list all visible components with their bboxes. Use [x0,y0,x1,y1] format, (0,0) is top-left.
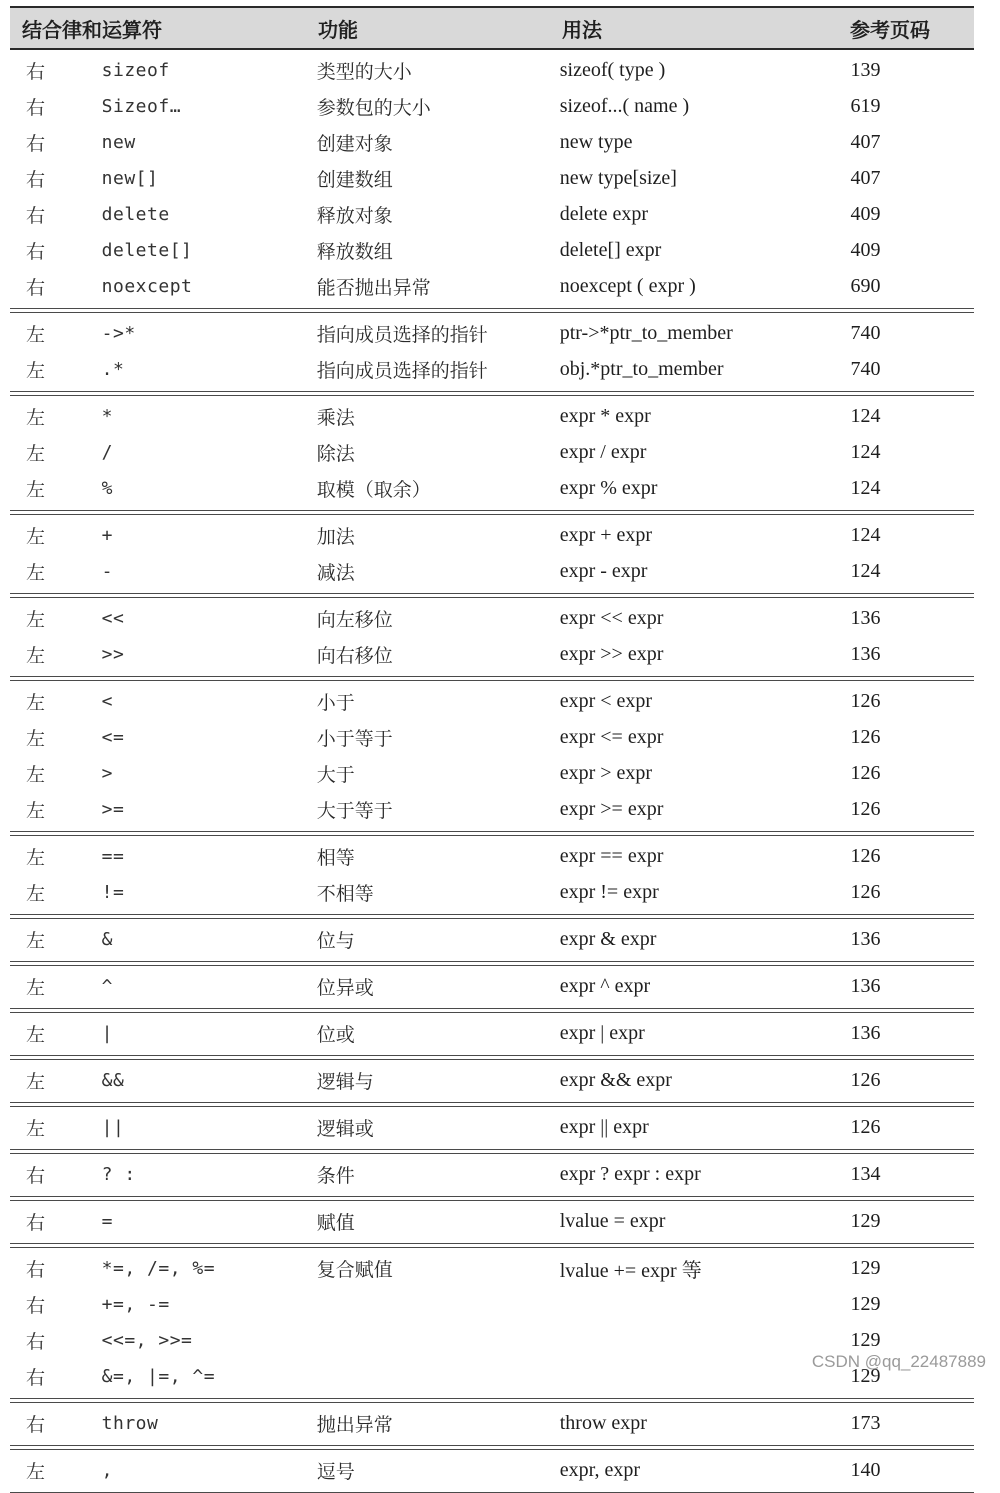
cell-operator: +=, -= [101,1293,170,1315]
table-row [10,838,974,874]
cell-operator: Sizeof… [101,95,182,117]
cell-associativity: 右 [26,276,46,299]
table-row [10,755,974,791]
cell-associativity: 右 [26,204,46,227]
cell-function: 相等 [316,846,355,869]
cell-usage: expr << expr [559,606,664,629]
cell-function: 大于 [316,763,355,786]
cell-operator: .* [101,358,125,380]
cell-usage: expr & expr [559,927,657,950]
cell-operator: >> [101,643,125,665]
table-row [10,52,974,88]
cell-associativity: 右 [26,168,46,191]
cell-page: 126 [850,725,881,748]
row-group [10,1449,974,1493]
cell-function: 逗号 [316,1460,355,1483]
cell-page: 407 [850,166,881,189]
cell-usage: throw expr [559,1411,647,1434]
row-group [10,680,974,832]
cell-associativity: 右 [26,96,46,119]
cell-page: 136 [850,974,881,997]
table-row [10,398,974,434]
table-row [10,1062,974,1098]
table-row [10,232,974,268]
cell-usage: expr <= expr [559,725,664,748]
header-function: 功能 [318,17,358,42]
cell-associativity: 左 [26,846,46,869]
cell-function: 抛出异常 [316,1413,393,1436]
cell-page: 126 [850,1068,881,1091]
header-assoc-operator: 结合律和运算符 [22,17,162,42]
cell-function: 向左移位 [316,608,393,631]
row-group [10,1402,974,1446]
table-row [10,315,974,351]
table-row [10,196,974,232]
cell-operator: sizeof [101,59,170,81]
cell-associativity: 右 [26,60,46,83]
cell-function: 释放数组 [316,240,393,263]
cell-associativity: 左 [26,1117,46,1140]
table-row [10,553,974,589]
cell-usage: expr % expr [559,476,658,499]
cell-operator: - [101,560,114,582]
cell-page: 124 [850,440,881,463]
cell-operator: && [101,1069,125,1091]
table-row [10,874,974,910]
cell-associativity: 右 [26,240,46,263]
table-row [10,1109,974,1145]
cell-usage: expr - expr [559,559,648,582]
cell-associativity: 左 [26,442,46,465]
cell-usage: expr != expr [559,880,659,903]
cell-operator: delete[] [101,239,193,261]
cell-page: 740 [850,357,881,380]
cell-page: 134 [850,1162,881,1185]
cell-operator: >= [101,798,125,820]
table-row [10,600,974,636]
cell-operator: <<=, >>= [101,1329,193,1351]
cell-function: 复合赋值 [316,1258,393,1281]
cell-usage: delete expr [559,202,649,225]
cell-function: 能否抛出异常 [316,276,431,299]
cell-associativity: 右 [26,1164,46,1187]
cell-page: 129 [850,1256,881,1279]
table-header [10,6,974,50]
cell-usage: expr >= expr [559,797,664,820]
table-row [10,1452,974,1488]
table-row [10,88,974,124]
row-group [10,312,974,392]
cell-page: 136 [850,927,881,950]
cell-function: 指向成员选择的指针 [316,359,488,382]
cell-operator: != [101,881,125,903]
cell-page: 126 [850,797,881,820]
table-row [10,124,974,160]
cell-associativity: 左 [26,1023,46,1046]
cell-operator: | [101,1022,114,1044]
cell-usage: expr || expr [559,1115,649,1138]
cell-page: 740 [850,321,881,344]
table-row [10,1156,974,1192]
cell-associativity: 右 [26,1413,46,1436]
cell-usage: sizeof...( name ) [559,94,690,117]
cell-operator: ->* [101,322,136,344]
cell-associativity: 左 [26,691,46,714]
cell-usage: lvalue += expr 等 [559,1259,702,1282]
cell-function: 位或 [316,1023,355,1046]
row-group [10,835,974,915]
cell-usage: new type [559,130,633,153]
cell-associativity: 左 [26,976,46,999]
cell-page: 126 [850,761,881,784]
cell-page: 126 [850,1115,881,1138]
table-row [10,719,974,755]
cell-operator: ^ [101,975,114,997]
cell-page: 409 [850,202,881,225]
cell-associativity: 左 [26,763,46,786]
table-row [10,268,974,304]
cell-function: 除法 [316,442,355,465]
table-row [10,1250,974,1286]
cell-function: 加法 [316,525,355,548]
cell-function: 不相等 [316,882,374,905]
cell-associativity: 右 [26,1258,46,1281]
cell-page: 690 [850,274,881,297]
cell-page: 129 [850,1364,881,1387]
cell-usage: new type[size] [559,166,677,189]
cell-associativity: 右 [26,1366,46,1389]
cell-page: 129 [850,1209,881,1232]
table-row [10,351,974,387]
cell-operator: || [101,1116,125,1138]
cell-page: 173 [850,1411,881,1434]
cell-associativity: 左 [26,799,46,822]
cell-usage: expr == expr [559,844,664,867]
cell-usage: obj.*ptr_to_member [559,357,724,380]
row-group [10,1200,974,1244]
row-group [10,918,974,962]
table-row [10,636,974,672]
cell-operator: / [101,441,114,463]
cell-function: 创建对象 [316,132,393,155]
cell-associativity: 左 [26,1070,46,1093]
cell-operator: <= [101,726,125,748]
cell-function: 条件 [316,1164,355,1187]
cell-associativity: 右 [26,1330,46,1353]
cell-associativity: 左 [26,1460,46,1483]
cell-operator: = [101,1210,114,1232]
cell-associativity: 右 [26,1294,46,1317]
watermark: CSDN @qq_22487889 [811,1352,986,1371]
row-group [10,1059,974,1103]
cell-usage: ptr->*ptr_to_member [559,321,733,344]
cell-page: 136 [850,606,881,629]
cell-operator: % [101,477,114,499]
cell-associativity: 左 [26,929,46,952]
row-group [10,597,974,677]
cell-operator: *=, /=, %= [101,1257,216,1279]
cell-usage: expr ^ expr [559,974,651,997]
cell-page: 124 [850,476,881,499]
cell-associativity: 右 [26,1211,46,1234]
cell-usage: expr ? expr : expr [559,1162,701,1185]
cell-function: 类型的大小 [316,60,412,83]
cell-function: 释放对象 [316,204,393,227]
cell-operator: == [101,845,125,867]
cell-usage: expr >> expr [559,642,664,665]
header-usage: 用法 [562,17,602,42]
cell-page: 126 [850,689,881,712]
cell-operator: , [101,1459,114,1481]
cell-page: 139 [850,58,881,81]
table-row [10,1015,974,1051]
cell-operator: < [101,690,114,712]
cell-associativity: 右 [26,132,46,155]
cell-function: 取模（取余） [316,478,431,501]
cell-operator: + [101,524,114,546]
cell-operator: * [101,405,114,427]
cell-page: 136 [850,642,881,665]
table-row [10,470,974,506]
cell-usage: expr / expr [559,440,647,463]
operator-precedence-table [10,6,974,1493]
cell-function: 赋值 [316,1211,355,1234]
cell-associativity: 左 [26,561,46,584]
cell-operator: &=, |=, ^= [101,1365,216,1387]
table-row [10,160,974,196]
cell-usage: lvalue = expr [559,1209,666,1232]
table-row [10,434,974,470]
cell-operator: & [101,928,114,950]
header-reference-page: 参考页码 [850,17,930,42]
cell-usage: expr + expr [559,523,653,546]
row-group [10,50,974,309]
cell-function: 向右移位 [316,644,393,667]
row-group [10,1012,974,1056]
table-row [10,968,974,1004]
cell-page: 407 [850,130,881,153]
cell-function: 小于等于 [316,727,393,750]
row-group [10,514,974,594]
cell-page: 619 [850,94,881,117]
cell-function: 创建数组 [316,168,393,191]
cell-associativity: 左 [26,359,46,382]
cell-page: 129 [850,1292,881,1315]
cell-operator: noexcept [101,275,193,297]
cell-usage: expr > expr [559,761,653,784]
cell-page: 140 [850,1458,881,1481]
table-row [10,1405,974,1441]
cell-function: 逻辑与 [316,1070,374,1093]
table-row [10,921,974,957]
cell-function: 指向成员选择的指针 [316,323,488,346]
cell-associativity: 左 [26,644,46,667]
cell-associativity: 左 [26,478,46,501]
cell-page: 126 [850,880,881,903]
cell-operator: new[] [101,167,159,189]
cell-usage: sizeof( type ) [559,58,666,81]
cell-usage: delete[] expr [559,238,662,261]
cell-page: 136 [850,1021,881,1044]
row-group [10,1153,974,1197]
cell-function: 参数包的大小 [316,96,431,119]
cell-usage: expr && expr [559,1068,672,1091]
cell-page: 126 [850,844,881,867]
cell-associativity: 左 [26,727,46,750]
cell-usage: noexcept ( expr ) [559,274,696,297]
cell-function: 小于 [316,691,355,714]
cell-usage: expr, expr [559,1458,641,1481]
cell-function: 减法 [316,561,355,584]
cell-usage: expr * expr [559,404,651,427]
cell-operator: << [101,607,125,629]
table-row [10,791,974,827]
cell-associativity: 左 [26,608,46,631]
cell-function: 大于等于 [316,799,393,822]
table-row [10,517,974,553]
cell-associativity: 左 [26,882,46,905]
cell-associativity: 左 [26,406,46,429]
cell-associativity: 左 [26,323,46,346]
table-row [10,1286,974,1322]
cell-operator: throw [101,1412,159,1434]
cell-operator: new [101,131,136,153]
cell-operator: ? : [101,1163,136,1185]
cell-function: 位与 [316,929,355,952]
cell-associativity: 左 [26,525,46,548]
row-group [10,965,974,1009]
cell-usage: expr < expr [559,689,653,712]
table-row [10,1203,974,1239]
row-group [10,1247,974,1399]
cell-operator: > [101,762,114,784]
cell-function: 逻辑或 [316,1117,374,1140]
cell-page: 124 [850,523,881,546]
cell-usage: expr | expr [559,1021,645,1044]
table-row [10,683,974,719]
cell-page: 124 [850,559,881,582]
cell-function: 位异或 [316,976,374,999]
cell-function: 乘法 [316,406,355,429]
row-group [10,1106,974,1150]
cell-page: 124 [850,404,881,427]
row-group [10,395,974,511]
cell-page: 409 [850,238,881,261]
cell-operator: delete [101,203,170,225]
cell-page: 129 [850,1328,881,1351]
table-body [10,50,974,1493]
